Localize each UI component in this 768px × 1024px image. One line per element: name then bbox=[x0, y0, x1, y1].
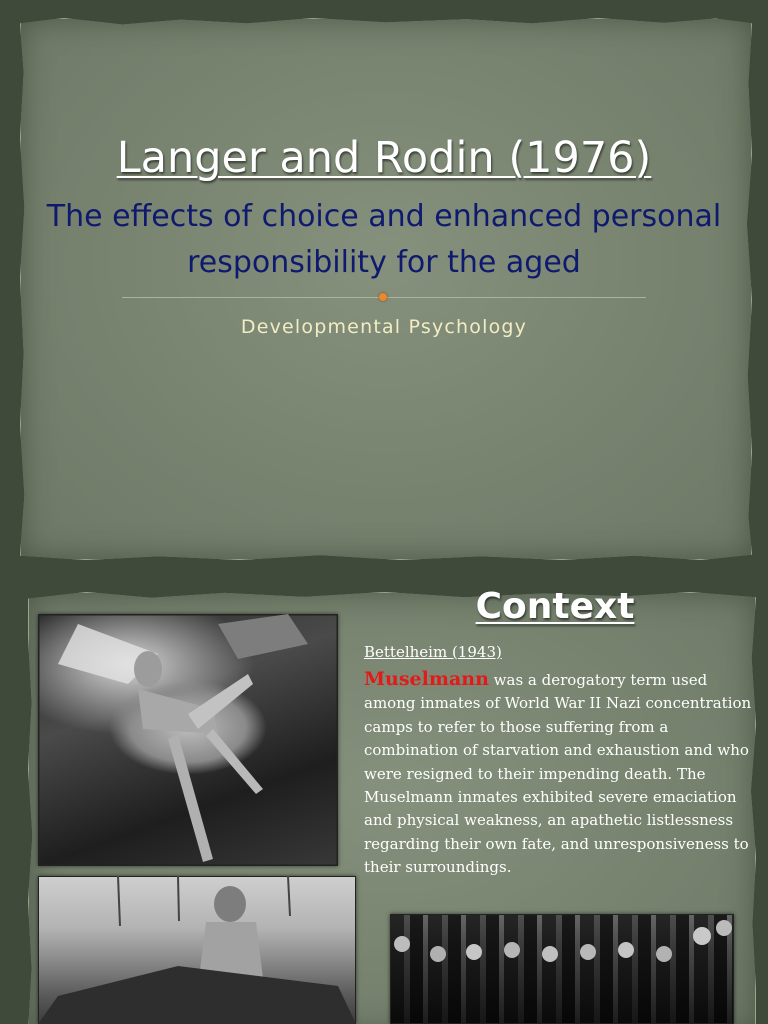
context-heading: Context bbox=[475, 586, 635, 627]
highlighted-term: Muselmann bbox=[364, 668, 489, 690]
reference-citation: Bettelheim (1943) bbox=[364, 643, 502, 661]
historical-photo-emaciated-prisoner bbox=[38, 614, 338, 866]
context-slide bbox=[0, 580, 768, 1024]
historical-photo-camp-survivor bbox=[38, 876, 356, 1024]
torn-paper-background bbox=[20, 18, 752, 560]
slide-subtitle: The effects of choice and enhanced personal responsibility for the aged bbox=[46, 199, 722, 280]
slide-title: Langer and Rodin (1976) bbox=[116, 133, 652, 183]
context-paragraph bbox=[364, 668, 754, 880]
context-description: was a derogatory term used among inmates of World War II Nazi concentration camps to refer to those suffering from a combination of starvation and exhaustion and who were resigned to their impending death. The Muselmann inmates exhibited severe emaciation and physical weakness, an apathetic listlessness regarding their own fate, and unresponsiveness to their surroundings. bbox=[364, 671, 752, 877]
historical-photo-group-of-prisoners bbox=[390, 914, 734, 1024]
course-name: Developmental Psychology bbox=[240, 316, 528, 338]
divider-dot-icon bbox=[379, 293, 387, 301]
